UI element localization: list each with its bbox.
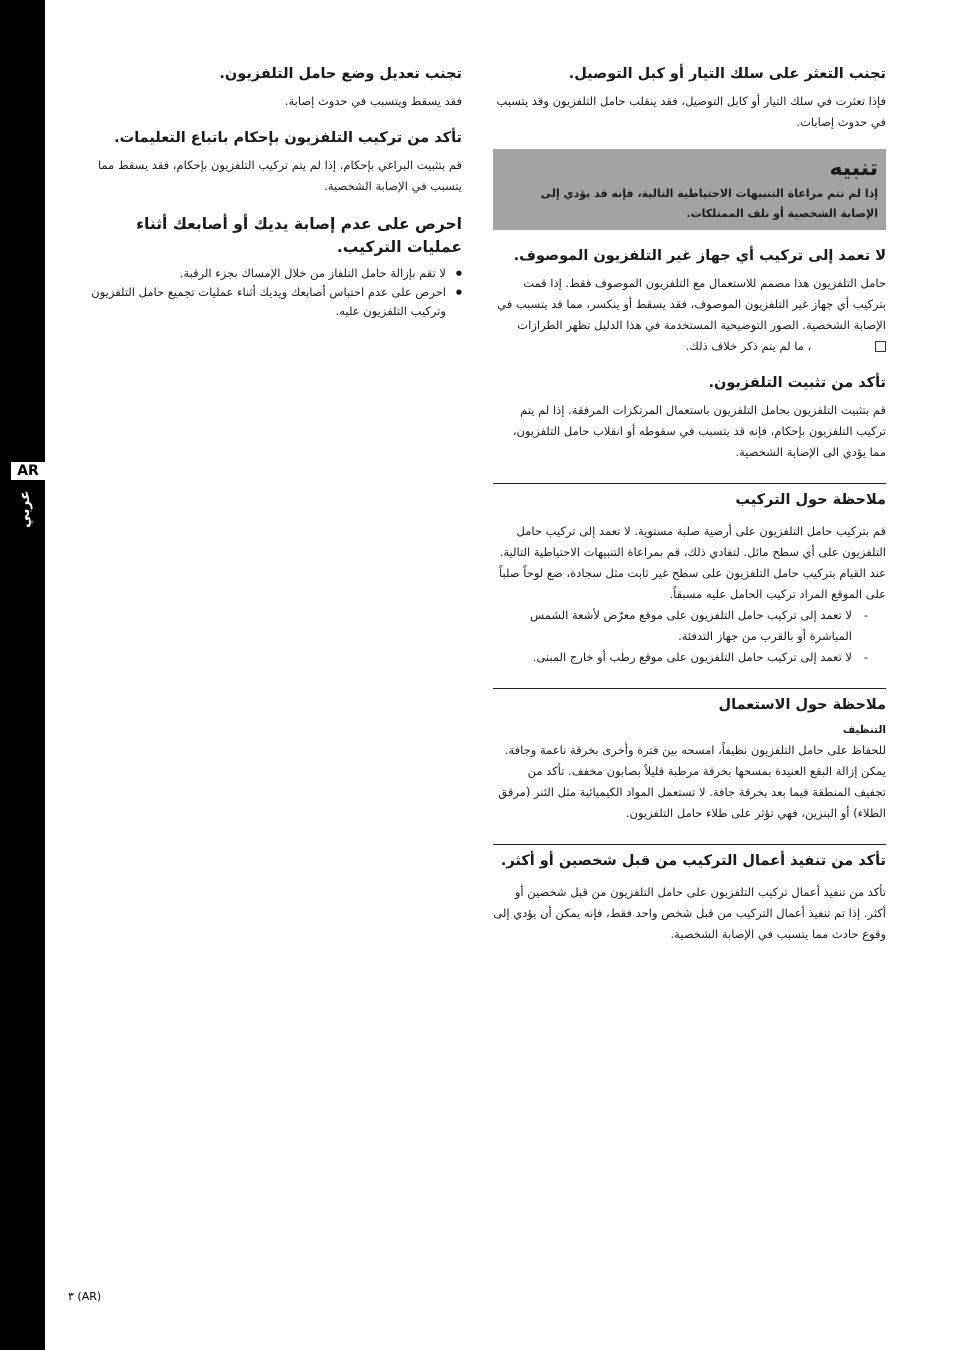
list-item: - لا تعمد إلى تركيب حامل التلفزيون على موقع رطب أو خارج المبنى. — [493, 647, 886, 668]
note-installation — [493, 483, 886, 668]
note-text: للحفاظ على حامل التلفزيون نظيفاً، امسحه بين فترة وأخرى بخرقة ناعمة وجافة. يمكن إزالة البقع العنيدة بمسحها بخرقة مرطبة قليلاً بصابون مخفف. تأكد من تجفيف المنطقة فيما بعد بخرقة جافة. لا تستعمل المواد الكيميائية مثل الثنر (مرقق الطلاء) أو البنزين، فهي تؤثر على طلاء حامل التلفزيون. — [498, 742, 886, 820]
note-text: قم بتركيب حامل التلفزيون على أرضية صلبة مستوية. لا تعمد إلى تركيب حامل التلفزيون على أي سطح مائل. لتفادي ذلك، قم بمراعاة التنبيهات الاحتياطية التالية. عند القيام بتركيب حامل التلفزيون على سطح غير ثابت مثل سجادة، ضع لوحاً صلباً على الموقع المراد تركيب الحامل عليه مسبقاً. — [499, 523, 886, 601]
note-usage — [493, 688, 886, 824]
list-item: ● احرص على عدم احتباس أصابعك ويديك أثناء عمليات تجميع حامل التلفزيون وتركيب التلفزيون عليه. — [80, 283, 462, 321]
note-two-persons — [493, 844, 886, 945]
section-title: تجنب التعثر على سلك التيار أو كبل التوصيل. — [568, 66, 886, 82]
section-no-other-device — [493, 246, 886, 357]
section-no-adjust — [80, 64, 462, 112]
note-list — [493, 605, 886, 668]
section-text: فقد يسقط ويتسبب في حدوث إصابة. — [284, 94, 462, 109]
section-title: تأكد من تثبيت التلفزيون. — [708, 374, 886, 391]
section-text-main: حامل التلفزيون هذا مصمم للاستعمال مع التلفزيون الموصوف فقط. إذا قمت بتركيب أي جهاز غير التلفزيون الموصوف، فقد يسقط أو ينكسر، مما قد يتسبب في الإصابة الشخصية. الصور التوضيحية المستخدمة في هذا الدليل تظهر الطرازات — [497, 275, 886, 332]
list-item: ● لا تقم بإزالة حامل التلفاز من خلال الإمساك بجزء الرقبة. — [80, 264, 462, 283]
note-subtitle: التنظيف — [842, 723, 886, 736]
checkbox-square-icon — [875, 341, 886, 352]
section-title: تجنب تعديل وضع حامل التلفزيون. — [219, 66, 462, 82]
section-install-firmly — [80, 128, 462, 197]
side-bar — [0, 0, 45, 1350]
section-secure-tv — [493, 373, 886, 463]
section-hands-care — [80, 213, 462, 321]
section-text-end: ، ما لم يتم ذكر خلاف ذلك. — [685, 338, 812, 353]
caution-text: إذا لم تتم مراعاة التنبيهات الاحتياطية التالية، فإنه قد يؤدي إلى الإصابة الشخصية أو تلف الممتلكات. — [540, 186, 878, 220]
section-text: قم بتثبيت التلفزيون بحامل التلفزيون باستعمال المرتكزات المرفقة. إذا لم يتم تركيب التلفزيون بإحكام، فإنه قد يتسبب في سقوطه أو انقلاب حامل التلفزيون، مما يؤدي الى الإصابة الشخصية. — [512, 402, 886, 459]
note-text: تأكد من تنفيذ أعمال تركيب التلفزيون على حامل التلفزيون من قبل شخصين أو أكثر. إذا تم تنفيذ أعمال التركيب من قبل شخص واحد فقط، فإنه يمكن أن يؤدي إلى وقوع حادث مما يتسبب في الإصابة الشخصية. — [493, 884, 886, 941]
section-title: لا تعمد إلى تركيب أي جهاز غير التلفزيون الموصوف. — [513, 247, 886, 264]
note-title: ملاحظة حول التركيب — [735, 491, 886, 508]
note-title: تأكد من تنفيذ أعمال التركيب من قبل شخصين أو أكثر. — [500, 852, 886, 869]
bullet-list — [80, 264, 462, 321]
language-name: عربي — [17, 490, 33, 528]
note-title: ملاحظة حول الاستعمال — [718, 696, 886, 713]
caution-box — [493, 149, 886, 230]
section-text: قم بتثبيت البراغي بإحكام. إذا لم يتم تركيب التلفزيون بإحكام، فقد يسقط مما يتسبب في الإصابة الشخصية. — [97, 158, 462, 194]
list-item: - لا تعمد إلى تركيب حامل التلفزيون على موقع معرّض لأشعة الشمس المباشرة أو بالقرب من جهاز التدفئة. — [493, 605, 886, 647]
right-column — [493, 64, 886, 945]
section-title: تأكد من تركيب التلفزيون بإحكام باتباع التعليمات. — [114, 130, 462, 147]
language-code: AR — [11, 462, 45, 480]
left-column — [80, 64, 462, 337]
page-number: ٣ (AR) — [68, 1290, 102, 1303]
section-title: احرص على عدم إصابة يديك أو أصابعك أثناء عمليات التركيب. — [136, 215, 462, 256]
section-text: فإذا تعثرت في سلك التيار أو كابل التوصيل، فقد ينقلب حامل التلفزيون وقد يتسبب في حدوث إصابات. — [496, 94, 886, 130]
caution-title: تنبيه — [829, 156, 878, 182]
section-text — [493, 273, 886, 357]
section-trip-cable — [493, 64, 886, 133]
